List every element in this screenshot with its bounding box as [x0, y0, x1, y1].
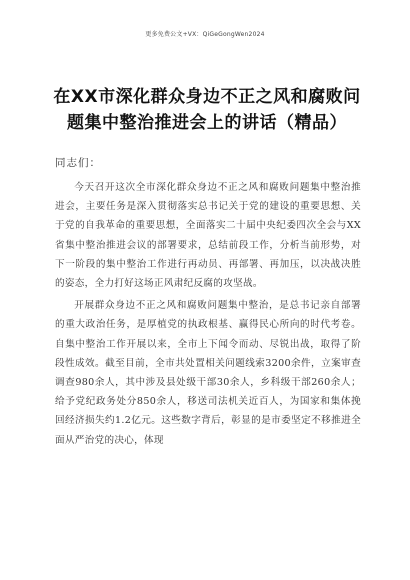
header-note: 更多免费公文+VX：QiGeGongWen2024: [145, 31, 265, 38]
document-title: 在XX市深化群众身边不正之风和腐败问题集中整治推进会上的讲话（精品）: [53, 87, 361, 133]
salutation: 同志们：: [55, 157, 101, 169]
document-body: [55, 178, 361, 453]
paragraph-1: 今天召开这次全市深化群众身边不正之风和腐败问题集中整治推进会，主要任务是深入贯彻落实总书记关于党的建设的重要思想、关于党的自我革命的重要思想，全面落实二十届中央纪委四次全会与XX省集中整治推进会议的部署要求，总结前段工作，分析当前形势，对下一阶段的集中整治工作进行再动员、再部署、再加压，以决战决胜的姿态，全力打好这场正风肃纪反腐的攻坚战。: [55, 182, 361, 290]
paragraph-2: 开展群众身边不正之风和腐败问题集中整治，是总书记亲自部署的重大政治任务，是厚植党的执政根基、赢得民心所向的时代考卷。自集中整治工作开展以来，全市上下闻令而动、尽锐出战，取得了阶段性成效。截至目前，全市共处置相关问题线索3200余件，立案审查调查980余人，其中涉及县处级干部30余人，乡科级干部260余人；给予党纪政务处分850余人，移送司法机关近百人，为国家和集体挽回经济损失约1.2亿元。这些数字背后，彰显的是市委坚定不移推进全面从严治党的决心，体现: [55, 300, 361, 446]
